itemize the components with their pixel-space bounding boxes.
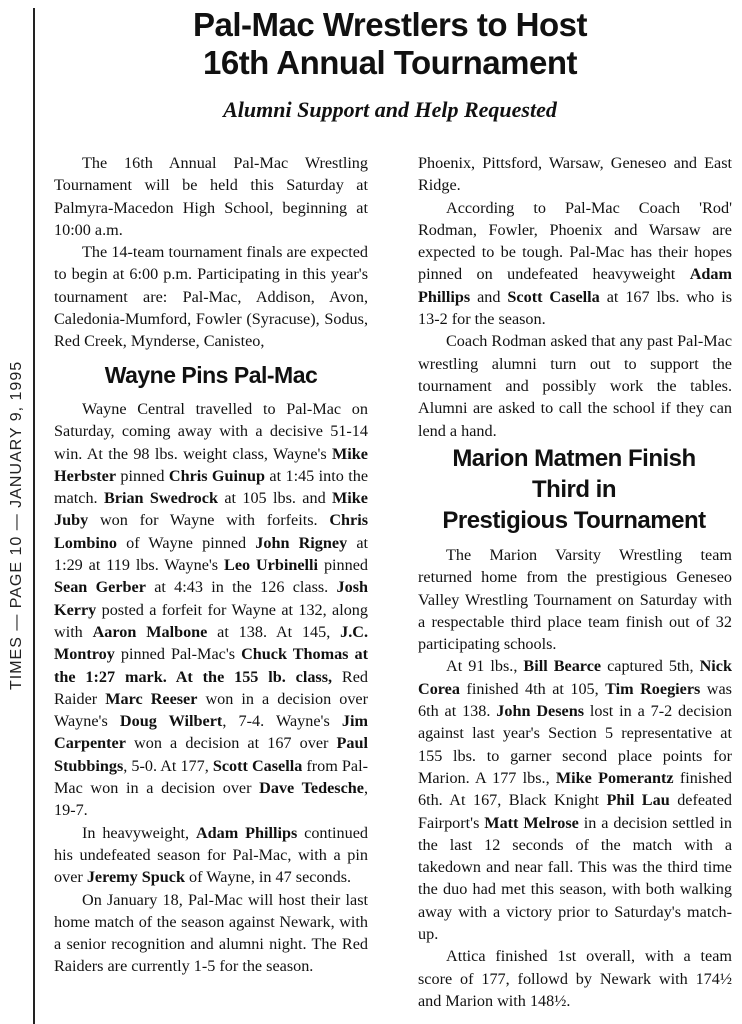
article-tournament-col2 — [418, 152, 732, 442]
text: won a decision at 167 over — [125, 734, 337, 753]
wrestler-name: Chris Guinup — [168, 466, 266, 485]
paragraph — [418, 655, 732, 945]
text: at 1:45 into the match. — [54, 466, 369, 508]
text: captured 5th, — [601, 657, 700, 676]
wrestler-name: Tim Roegiers — [605, 679, 701, 698]
text: According to Pal-Mac Coach 'Rod' Rodman, Fowler, Phoenix and Warsaw are expected to be tough. Pal-Mac has their hopes pinned on undefeated heavyweight — [418, 198, 732, 284]
text: pinned Pal-Mac's — [114, 645, 242, 664]
heading-line: Third in — [532, 476, 616, 503]
text: In heavyweight, — [82, 823, 196, 842]
text: was 6th at 138. — [418, 679, 732, 721]
text: finished 6th. At 167, Black Knight — [418, 768, 732, 810]
text: at 105 lbs. and — [217, 489, 333, 508]
text: at 167 lbs. who is 13-2 for the season. — [418, 287, 733, 329]
wrestler-name: Doug Wilbert — [119, 712, 223, 731]
wrestler-name: John Desens — [496, 702, 584, 721]
text: Wayne Central travelled to Pal-Mac on Saturday, coming away with a decisive 51-14 win. At the 98 lbs. weight class, Wayne's — [54, 400, 368, 463]
wrestler-name: Leo Urbinelli — [224, 556, 319, 575]
text: continued his undefeated season for Pal-Mac, with a pin over — [54, 823, 368, 887]
paragraph: The 16th Annual Pal-Mac Wrestling Tournament will be held this Saturday at Palmyra-Macedon High School, beginning at 10:00 a.m. — [54, 154, 368, 239]
heading-line: Prestigious Tournament — [442, 507, 706, 534]
wrestler-name: Phil Lau — [606, 791, 670, 810]
wrestler-name: Paul Stubbings — [54, 734, 368, 775]
text: defeated Fairport's — [418, 791, 733, 832]
margin-rule — [33, 8, 35, 1024]
wrestler-name: J.C. Montroy — [54, 622, 368, 664]
text: at 4:43 in the 126 class. — [145, 578, 337, 597]
paragraph: The Marion Varsity Wrestling team returned home from the prestigious Geneseo Valley Wrestling Tournament on Saturday with a respectable third place team finish out of 32 participating schools. — [418, 546, 732, 654]
wrestler-name: Adam Phillips — [195, 823, 298, 842]
wrestler-name: Marc Reeser — [105, 689, 198, 708]
wrestler-name: Mike Herbster — [54, 444, 368, 485]
text: At 91 lbs., — [446, 657, 524, 676]
section-heading-wayne: Wayne Pins Pal-Mac — [104, 362, 318, 388]
wrestler-name: Scott Casella — [507, 287, 600, 306]
wrestler-name: Sean Gerber — [54, 578, 146, 597]
paragraph — [54, 822, 368, 889]
text: pinned — [318, 556, 368, 575]
wrestler-name: Scott Casella — [212, 756, 303, 775]
headline-line-2: 16th Annual Tournament — [202, 44, 577, 81]
wrestler-name: Bill Bearce — [523, 657, 602, 676]
text: lost in a 7-2 decision against last year's Section 5 representative at 155 lbs. to garner second place points for Marion. A 177 lbs., — [418, 702, 732, 787]
article-tournament-col1 — [54, 152, 368, 353]
paragraph: Phoenix, Pittsford, Warsaw, Geneseo and East Ridge. — [418, 154, 732, 195]
wrestler-name: Adam Phillips — [418, 265, 732, 306]
paragraph: On January 18, Pal-Mac will host their last home match of the season against Newark, with a senior recognition and alumni night. The Red Raiders are currently 1-5 for the season. — [54, 890, 368, 976]
paragraph: Coach Rodman asked that any past Pal-Mac wrestling alumni turn out to support the tournament and possibly work the tables. Alumni are asked to call the school if they can lend a hand. — [418, 332, 732, 440]
wrestler-name: Brian Swedrock — [103, 489, 218, 508]
wrestler-name: Chuck Thomas at the 1:27 mark. At the 155 lb. class, — [54, 645, 368, 686]
article-wayne — [54, 398, 368, 978]
page-folio: TIMES — PAGE 10 — JANUARY 9, 1995 — [8, 360, 25, 690]
text: and — [470, 287, 508, 306]
text: finished 4th at 105, — [459, 679, 606, 698]
wrestler-name: Matt Melrose — [484, 813, 579, 832]
headline-line-1: Pal-Mac Wrestlers to Host — [192, 6, 587, 43]
wrestler-name: Josh Kerry — [54, 578, 368, 619]
paragraph — [54, 398, 368, 822]
text: , 7-4. Wayne's — [222, 712, 342, 731]
text: of Wayne, in 47 seconds. — [185, 868, 352, 887]
wrestler-name: Chris Lombino — [54, 511, 368, 552]
text: won for Wayne with forfeits. — [88, 511, 330, 530]
paragraph: The 14-team tournament finals are expected to begin at 6:00 p.m. Participating in this year's tournament are: Pal-Mac, Addison, Avon, Caledonia-Mumford, Fowler (Syracuse), Sodus, Red Creek, Mynderse, Canisteo, — [54, 243, 368, 351]
paragraph — [418, 197, 732, 331]
text: , 5-0. At 177, — [123, 756, 213, 775]
text: won in a decision over Wayne's — [54, 689, 368, 731]
heading-line: Marion Matmen Finish — [452, 445, 696, 472]
wrestler-name: Mike Pomerantz — [555, 768, 674, 787]
subheadline: Alumni Support and Help Requested — [223, 97, 557, 122]
text: in a decision settled in the last 12 seconds of the match with a takedown and near fall. This was the third time the duo had met this season, with both walking away with a victory prior to Saturday's match-up. — [418, 813, 732, 944]
text: Red Raider — [54, 667, 369, 708]
article-marion — [418, 544, 732, 1012]
wrestler-name: Nick Corea — [418, 657, 732, 698]
wrestler-name: Aaron Malbone — [92, 622, 208, 641]
paragraph: Attica finished 1st overall, with a team score of 177, followd by Newark with 174½ and Marion with 148½. — [418, 947, 732, 1010]
text: from Pal-Mac won in a decision over — [54, 756, 368, 798]
text: at 138. At 145, — [207, 622, 341, 641]
text: at 1:29 at 119 lbs. Wayne's — [54, 533, 368, 575]
text: pinned — [116, 466, 169, 485]
main-headline — [60, 6, 720, 82]
wrestler-name: John Rigney — [255, 533, 348, 552]
section-heading-marion — [414, 443, 734, 536]
text: , 19-7. — [54, 779, 368, 820]
wrestler-name: Dave Tedesche — [259, 779, 364, 798]
wrestler-name: Jeremy Spuck — [86, 868, 185, 887]
text: of Wayne pinned — [116, 533, 256, 552]
wrestler-name: Mike Juby — [54, 489, 368, 530]
wrestler-name: Jim Carpenter — [54, 712, 368, 753]
text: posted a forfeit for Wayne at 132, along with — [54, 600, 368, 641]
